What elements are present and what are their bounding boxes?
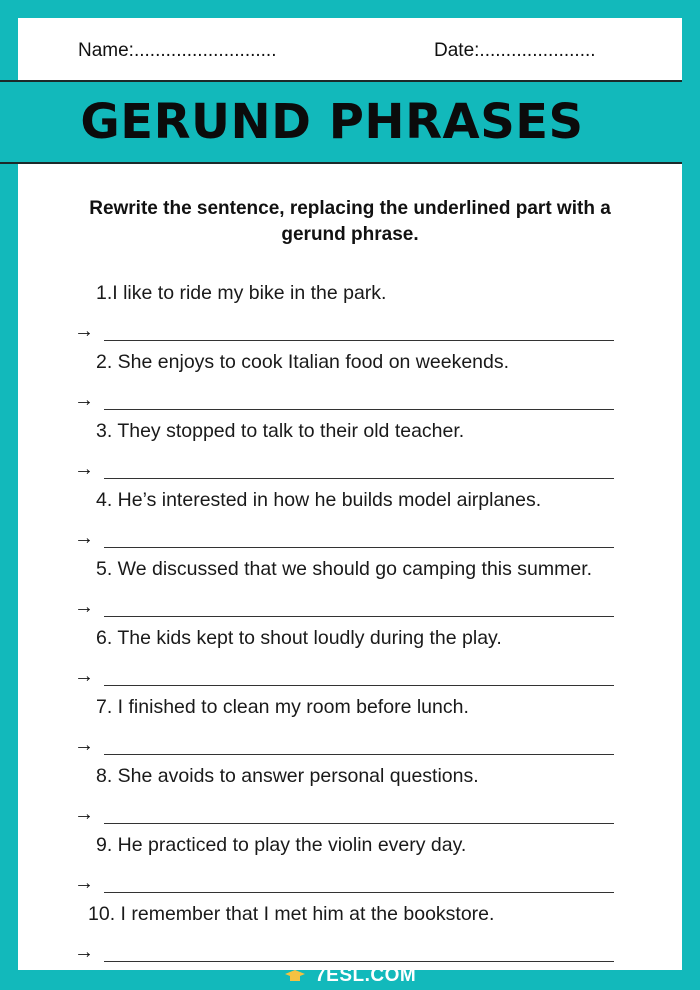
answer-row [18, 456, 682, 482]
arrow-icon: → [74, 527, 94, 549]
arrow-icon: → [74, 596, 94, 618]
exercise-sentence: 6. The kids kept to shout loudly during the play. [96, 627, 502, 649]
title-band [0, 80, 682, 164]
answer-line[interactable] [104, 685, 614, 686]
arrow-icon: → [74, 389, 94, 411]
exercise-sentence: 2. She enjoys to cook Italian food on weekends. [96, 351, 510, 373]
arrow-icon: → [74, 734, 94, 756]
arrow-icon: → [74, 803, 94, 825]
arrow-icon: → [74, 872, 94, 894]
answer-row [18, 663, 682, 689]
name-field: Name:........................... [78, 40, 277, 61]
exercise-sentence: 7. I finished to clean my room before lunch. [96, 696, 469, 718]
exercise-item [18, 349, 682, 418]
answer-row [18, 732, 682, 758]
header-row [18, 18, 682, 80]
brand-name: 7ESL.COM [315, 965, 417, 986]
exercise-item [18, 625, 682, 694]
answer-line[interactable] [104, 409, 614, 410]
exercise-item [18, 418, 682, 487]
answer-row [18, 870, 682, 896]
exercise-sentence: 9. He practiced to play the violin every day. [96, 834, 467, 856]
exercise-item [18, 763, 682, 832]
answer-line[interactable] [104, 961, 614, 962]
graduation-cap-icon [284, 969, 306, 983]
exercise-sentence: 8. She avoids to answer personal questions. [96, 765, 479, 787]
arrow-icon: → [74, 941, 94, 963]
answer-row [18, 594, 682, 620]
exercise-sentence: 4. He’s interested in how he builds model airplanes. [96, 489, 542, 511]
answer-line[interactable] [104, 616, 614, 617]
exercise-sentence: 10. I remember that I met him at the bookstore. [88, 903, 495, 925]
arrow-icon: → [74, 458, 94, 480]
exercise-item [18, 901, 682, 970]
exercise-sentence: 5. We discussed that we should go camping this summer. [96, 558, 593, 580]
footer-brand [0, 965, 700, 990]
answer-line[interactable] [104, 754, 614, 755]
exercise-item [18, 280, 682, 349]
exercise-sentence: 3. They stopped to talk to their old teacher. [96, 420, 465, 442]
answer-row [18, 801, 682, 827]
exercise-item [18, 556, 682, 625]
answer-line[interactable] [104, 478, 614, 479]
exercise-item [18, 487, 682, 556]
exercise-item [18, 694, 682, 763]
instruction-text: Rewrite the sentence, replacing the underlined part with a gerund phrase. [89, 198, 611, 245]
exercise-list [18, 280, 682, 970]
answer-row [18, 939, 682, 965]
answer-line[interactable] [104, 340, 614, 341]
arrow-icon: → [74, 320, 94, 342]
page-title: GERUND PHRASES [80, 94, 584, 150]
exercise-sentence: 1.I like to ride my bike in the park. [96, 282, 387, 304]
arrow-icon: → [74, 665, 94, 687]
answer-row [18, 318, 682, 344]
exercise-item [18, 832, 682, 901]
answer-line[interactable] [104, 892, 614, 893]
date-field: Date:...................... [434, 40, 596, 61]
answer-line[interactable] [104, 547, 614, 548]
answer-row [18, 387, 682, 413]
answer-line[interactable] [104, 823, 614, 824]
answer-row [18, 525, 682, 551]
